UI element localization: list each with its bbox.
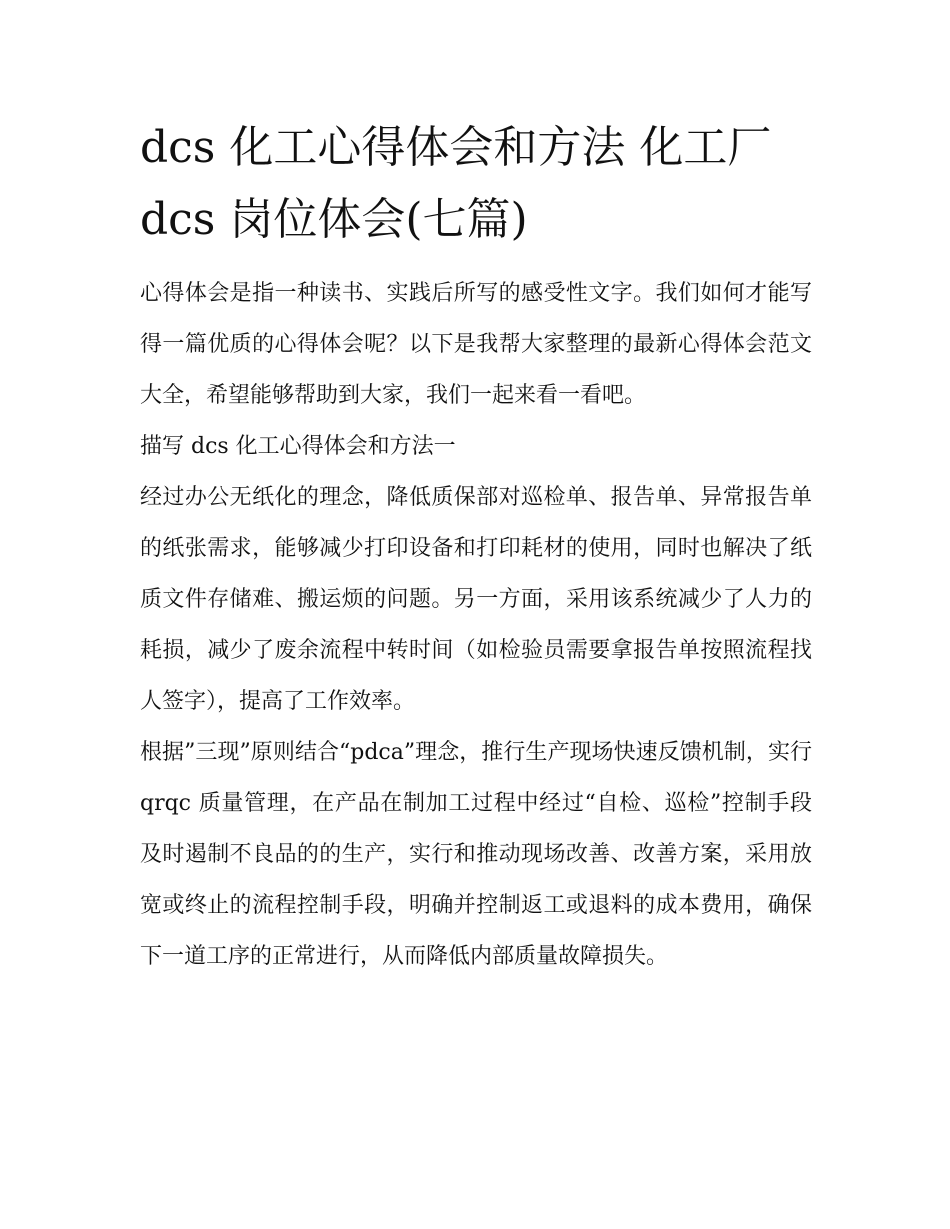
document-body (140, 112, 812, 982)
body-paragraph-2: 根据”三现”原则结合“pdca”理念，推行生产现场快速反馈机制，实行 qrqc 质量管理，在产品在制加工过程中经过“自检、巡检”控制手段及时遏制不良品的的生产，实行和推动现场改善、改善方案，采用放宽或终止的流程控制手段，明确并控制返工或退料的成本费用，确保下一道工序的正常进行，从而降低内部质量故障损失。 (140, 740, 812, 969)
section-heading: 描写 dcs 化工心得体会和方法一 (140, 434, 456, 459)
intro-paragraph: 心得体会是指一种读书、实践后所写的感受性文字。我们如何才能写得一篇优质的心得体会呢？以下是我帮大家整理的最新心得体会范文大全，希望能够帮助到大家，我们一起来看一看吧。 (140, 281, 812, 408)
document-title: dcs 化工心得体会和方法 化工厂 dcs 岗位体会(七篇) (140, 122, 772, 245)
body-paragraph-1: 经过办公无纸化的理念，降低质保部对巡检单、报告单、异常报告单的纸张需求，能够减少打印设备和打印耗材的使用，同时也解决了纸质文件存储难、搬运烦的问题。另一方面，采用该系统减少了人力的耗损，减少了废余流程中转时间（如检验员需要拿报告单按照流程找人签字），提高了工作效率。 (140, 485, 812, 714)
